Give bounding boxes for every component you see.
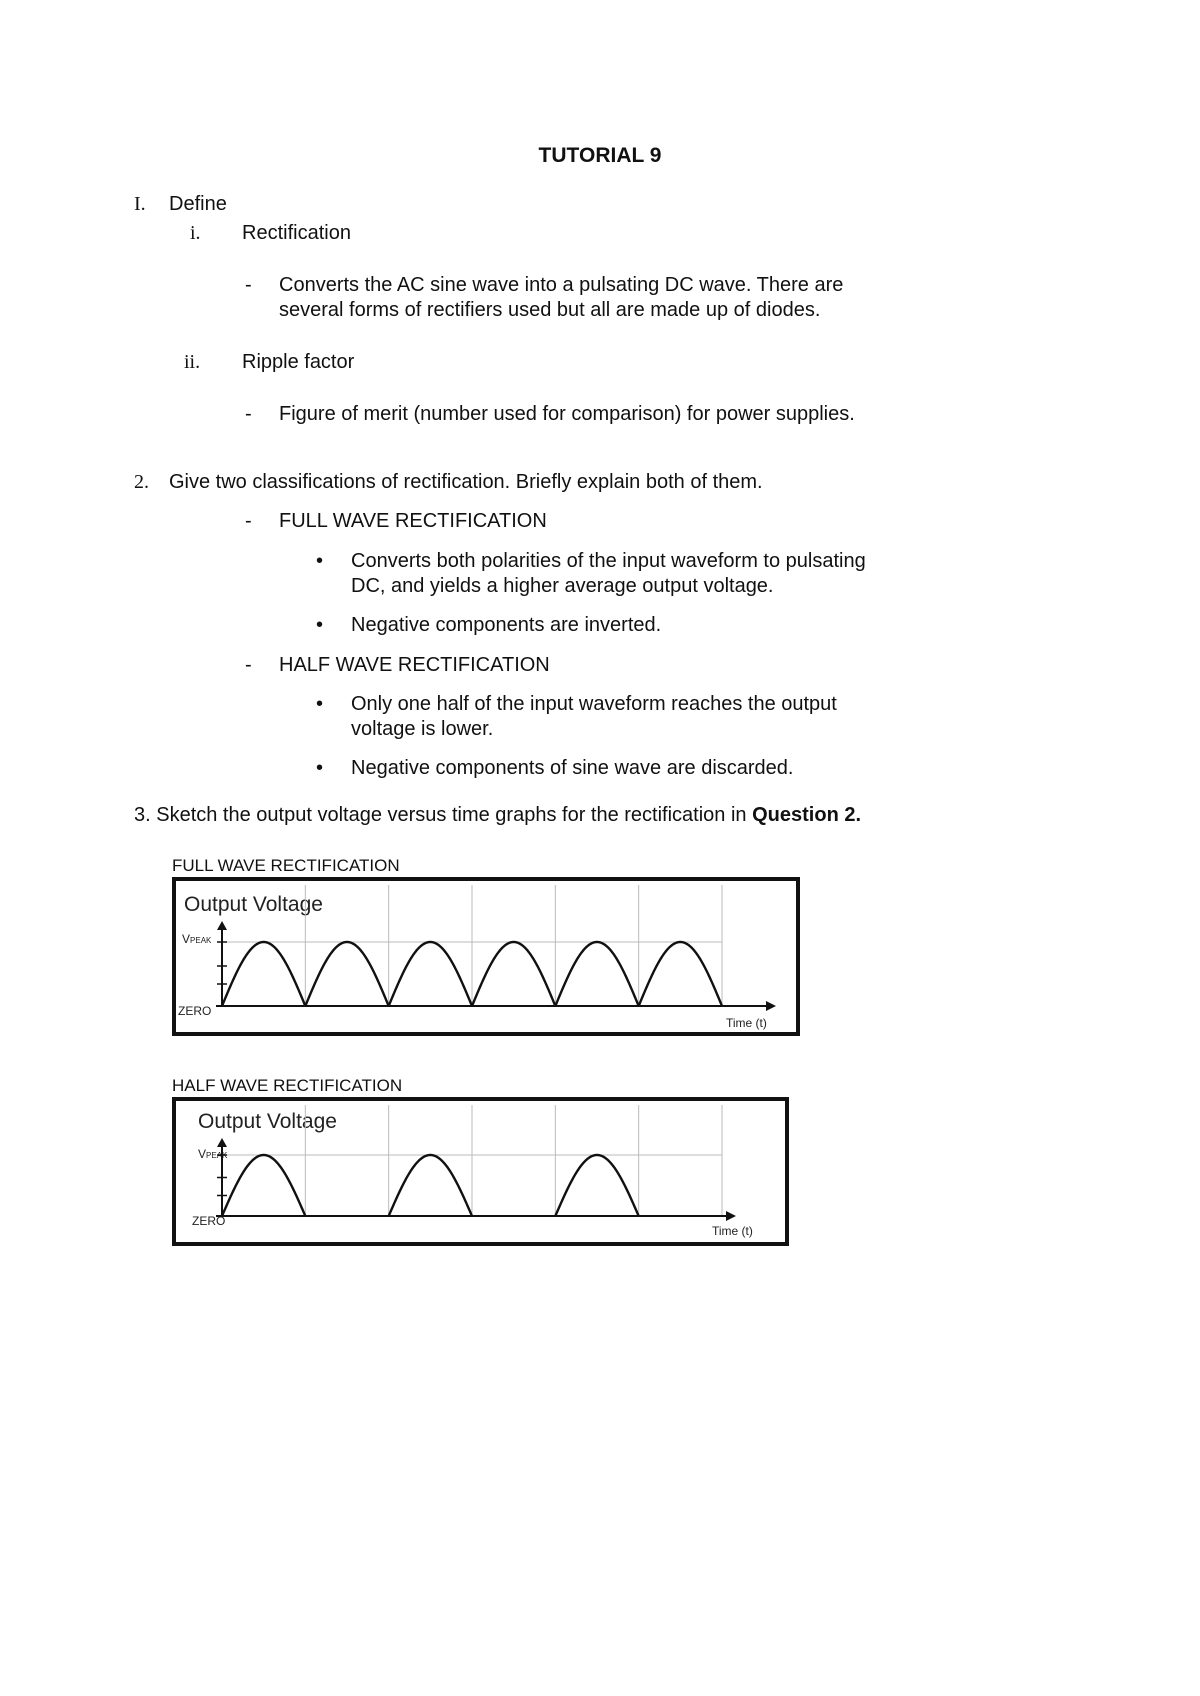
x-axis-arrow [726, 1211, 736, 1221]
q3-text [134, 803, 861, 827]
q2-class1-dash: - [245, 510, 252, 532]
q2-class2-name: HALF WAVE RECTIFICATION [279, 654, 550, 676]
q2-class1-bullet2-mark: • [316, 614, 324, 636]
full-wave-chart [176, 881, 796, 1032]
half-wave-chart [176, 1101, 785, 1242]
q1-item1-line1: Converts the AC sine wave into a pulsating DC wave. There are [279, 274, 844, 296]
waveform-line [222, 1155, 639, 1216]
q1-item2-term: Ripple factor [242, 351, 355, 373]
q2-class1-bullet1-mark: • [316, 550, 324, 572]
q2-class2-dash: - [245, 654, 252, 676]
q2-number: 2. [134, 471, 149, 493]
q2-class1-name: FULL WAVE RECTIFICATION [279, 510, 547, 532]
full-graph-time: Time (t) [726, 1016, 767, 1030]
page-title: TUTORIAL 9 [538, 144, 662, 167]
q2-text: Give two classifications of rectification. Briefly explain both of them. [169, 471, 763, 493]
q2-class2-bullet2-line1: Negative components of sine wave are discarded. [351, 757, 794, 779]
full-graph-vpeak: VPEAK [182, 932, 212, 946]
half-graph-vpeak: VPEAK [198, 1147, 228, 1161]
q1-item1-term: Rectification [242, 222, 351, 244]
full-graph-caption: FULL WAVE RECTIFICATION [172, 856, 400, 875]
half-graph-title: Output Voltage [198, 1110, 337, 1133]
q1-item1-dash: - [245, 274, 252, 296]
q2-class2-bullet1-line1: Only one half of the input waveform reaches the output [351, 693, 837, 715]
q3-bold: Question 2. [752, 804, 862, 826]
q1-number: I. [134, 193, 146, 215]
x-axis-arrow [766, 1001, 776, 1011]
half-graph-zero: ZERO [192, 1214, 226, 1228]
q1-text: Define [169, 193, 227, 215]
full-graph-zero: ZERO [178, 1004, 212, 1018]
q1-item2-line1: Figure of merit (number used for comparison) for power supplies. [279, 403, 855, 425]
q2-class1-bullet2-line1: Negative components are inverted. [351, 614, 662, 636]
half-wave-graph [172, 1097, 789, 1246]
q1-item1-line2: several forms of rectifiers used but all are made up of diodes. [279, 299, 821, 321]
q2-class1-bullet1-line2: DC, and yields a higher average output voltage. [351, 575, 774, 597]
q1-item1-roman: i. [190, 222, 201, 244]
half-graph-time: Time (t) [712, 1224, 753, 1238]
q2-class2-bullet2-mark: • [316, 757, 324, 779]
q2-class2-bullet1-mark: • [316, 693, 324, 715]
y-axis-arrow [217, 921, 227, 930]
q3-prefix: 3. Sketch the output voltage versus time graphs for the rectification in [134, 804, 753, 826]
q1-item2-roman: ii. [184, 351, 201, 373]
q2-class2-bullet1-line2: voltage is lower. [351, 718, 494, 740]
q2-class1-bullet1-line1: Converts both polarities of the input waveform to pulsating [351, 550, 866, 572]
y-axis-arrow [217, 1138, 227, 1147]
full-wave-graph [172, 877, 800, 1036]
half-graph-caption: HALF WAVE RECTIFICATION [172, 1076, 403, 1095]
q1-item2-dash: - [245, 403, 252, 425]
full-graph-title: Output Voltage [184, 893, 323, 916]
